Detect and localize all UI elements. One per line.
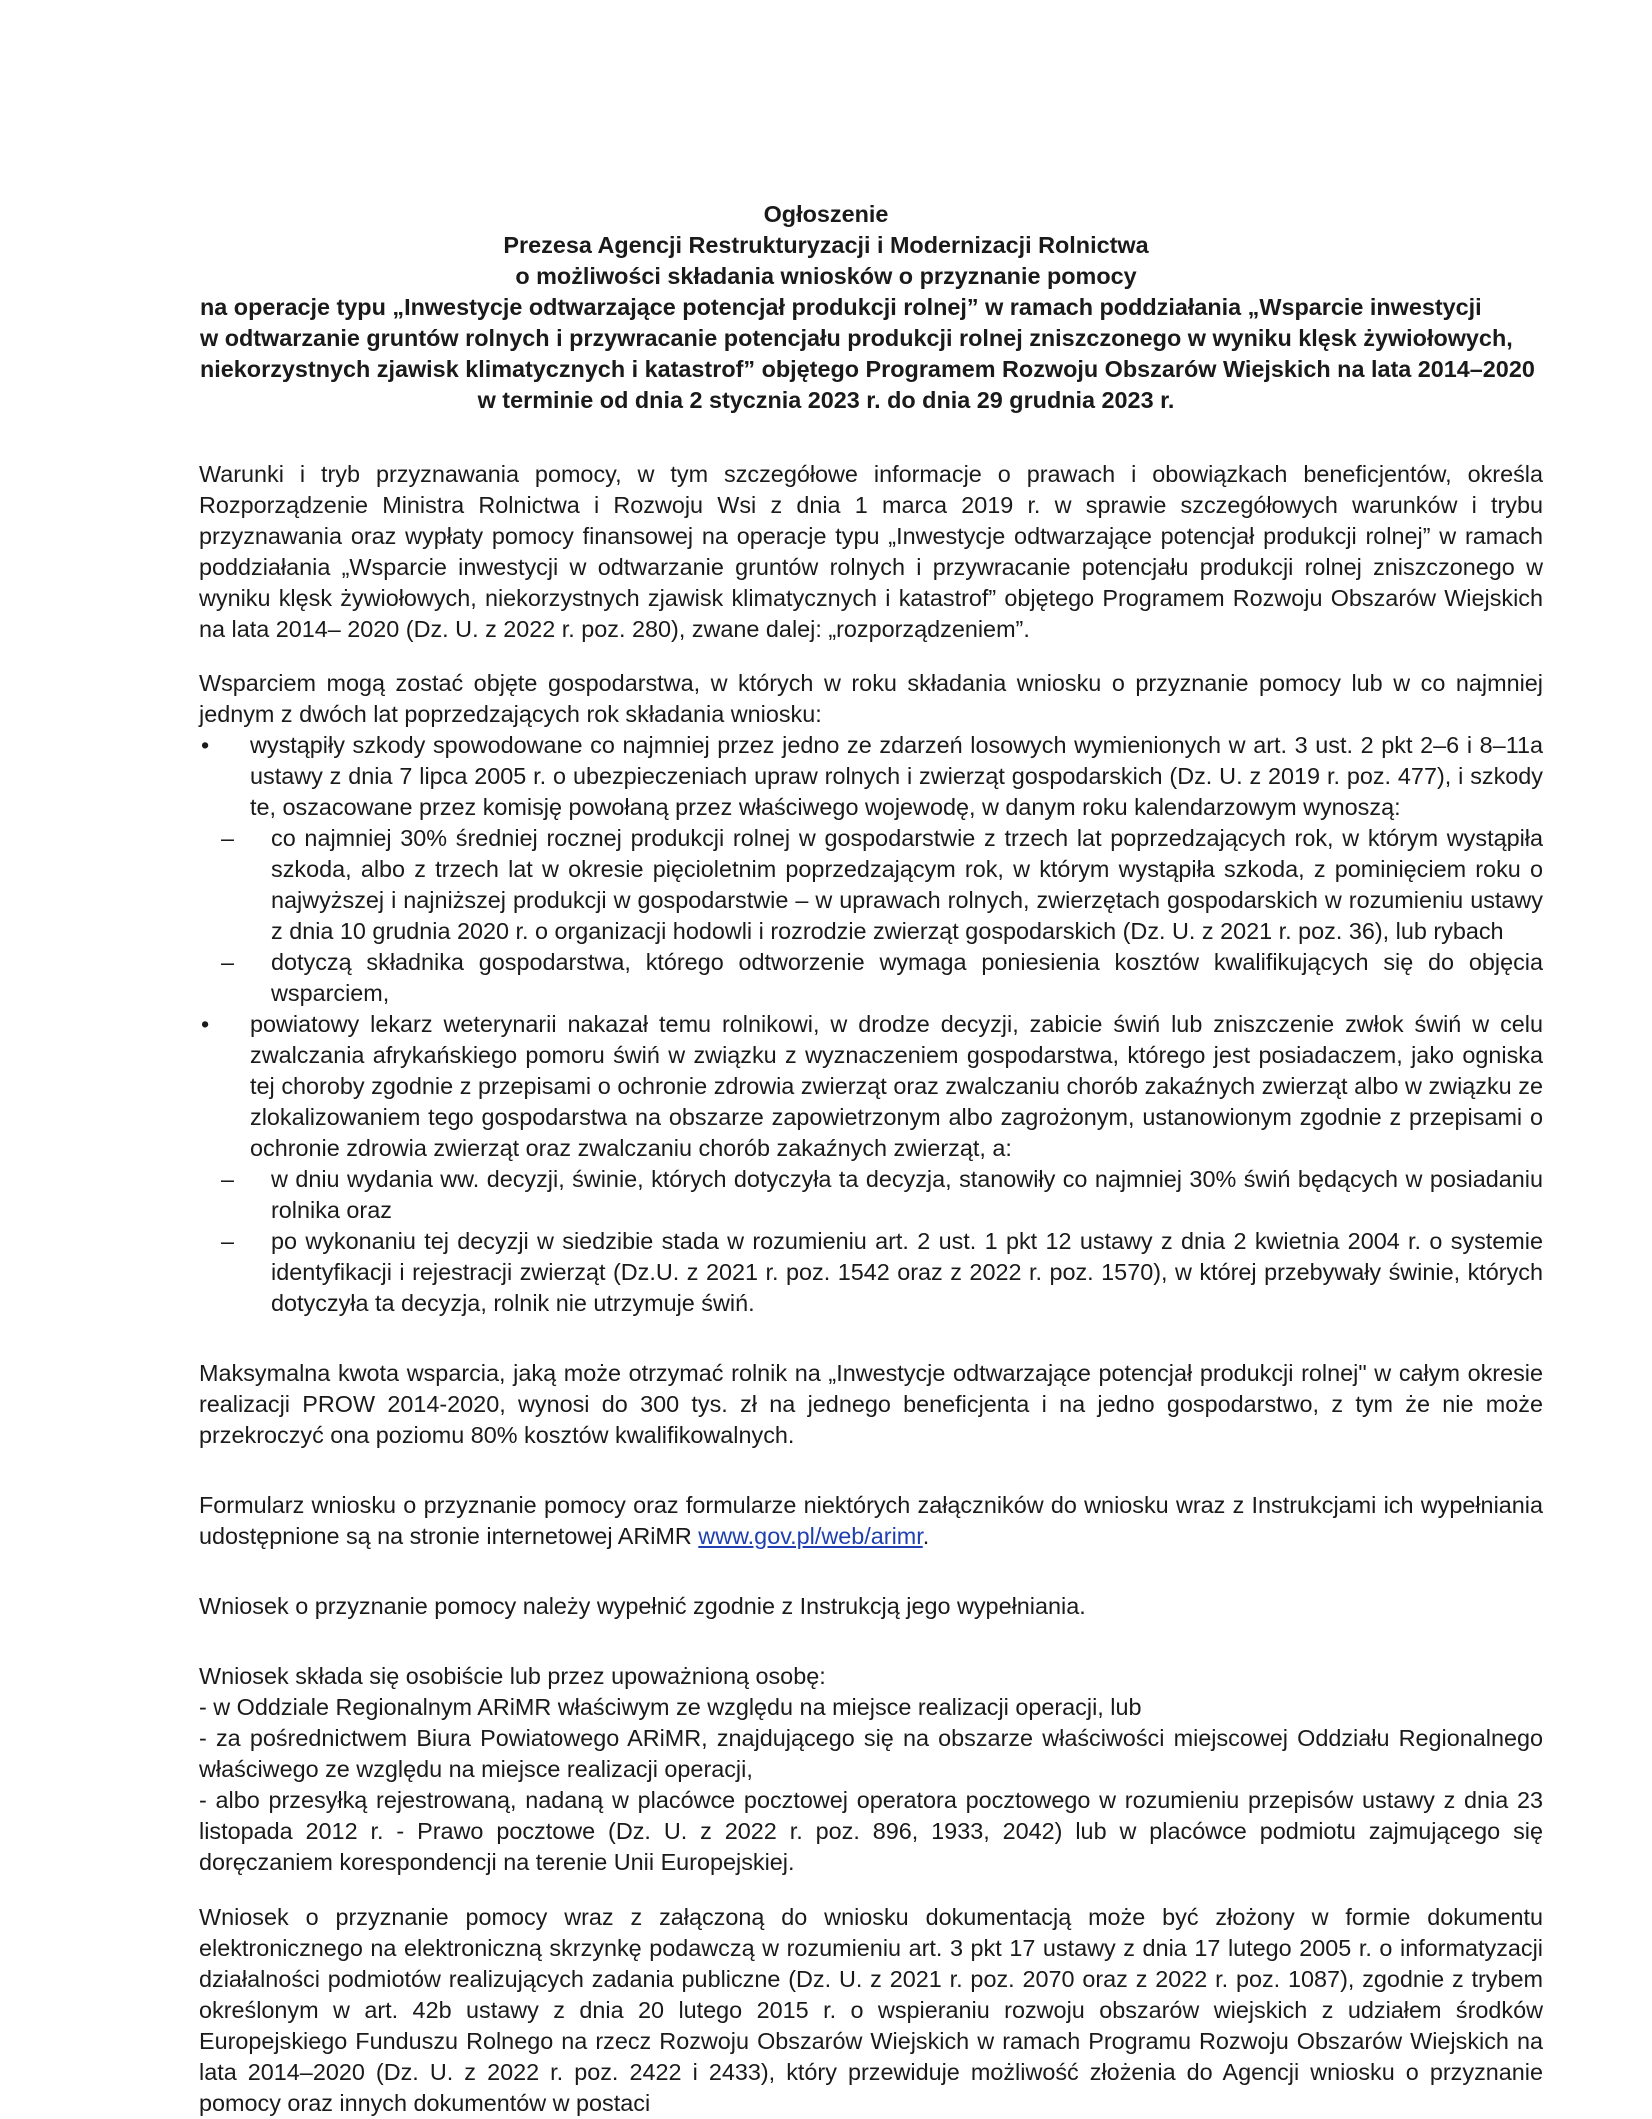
bullet-marker: • <box>201 1011 210 1037</box>
submission-item: - za pośrednictwem Biura Powiatowego ARiMR, znajdującego się na obszarze właściwości miejscowej Oddziału Regionalnego właściwego ze względu na miejsce realizacji operacji, <box>199 1725 1543 1782</box>
dash-item <box>199 1164 1543 1226</box>
header-line: niekorzystnych zjawisk klimatycznych i katastrof” objętego Programem Rozwoju Obszarów Wiejskich na lata 2014–2020 <box>200 356 1535 382</box>
dash-text: w dniu wydania ww. decyzji, świnie, których dotyczyła ta decyzja, stanowiły co najmniej 30% świń będących w posiadaniu rolnika oraz <box>271 1166 1543 1223</box>
max-amount-paragraph: Maksymalna kwota wsparcia, jaką może otrzymać rolnik na „Inwestycje odtwarzające potencjał produkcji rolnej" w całym okresie realizacji PROW 2014-2020, wynosi do 300 tys. zł na jednego beneficjenta i na jedno gospodarstwo, z tym że nie może przekroczyć ona poziomu 80% kosztów kwalifikowalnych. <box>199 1360 1543 1448</box>
submission-item: - w Oddziale Regionalnym ARiMR właściwym ze względu na miejsce realizacji operacji, lub <box>199 1694 1142 1720</box>
dash-marker: – <box>221 1166 235 1192</box>
dash-text: co najmniej 30% średniej rocznej produkcji rolnej w gospodarstwie z trzech lat poprzedzających rok, w którym wystąpiła szkoda, albo z trzech lat w okresie pięcioletnim poprzedzającym rok, w którym wystąpiła szkoda, z pominięciem roku o najwyższej i najniższej produkcji w gospodarstwie – w uprawach rolnych, zwierzętach gospodarskich w rozumieniu ustawy z dnia 10 grudnia 2020 r. o organizacji hodowli i rozrodzie zwierząt gospodarskich (Dz. U. z 2021 r. poz. 36), lub rybach <box>271 825 1543 944</box>
support-lead: Wsparciem mogą zostać objęte gospodarstwa, w których w roku składania wniosku o przyznanie pomocy lub w co najmniej jednym z dwóch lat poprzedzających rok składania wniosku: <box>199 670 1543 727</box>
bullet-item <box>199 1009 1543 1164</box>
bullet-marker: • <box>201 732 210 758</box>
bullet-item <box>199 730 1543 823</box>
header-line: Prezesa Agencji Restrukturyzacji i Modernizacji Rolnictwa <box>503 232 1149 258</box>
submission-lead: Wniosek składa się osobiście lub przez upoważnioną osobę: <box>199 1663 826 1689</box>
dash-marker: – <box>221 949 235 975</box>
dash-marker: – <box>221 825 235 851</box>
dash-marker: – <box>221 1228 235 1254</box>
submission-item: - albo przesyłką rejestrowaną, nadaną w placówce pocztowej operatora pocztowego w rozumieniu przepisów ustawy z dnia 23 listopada 2012 r. - Prawo pocztowe (Dz. U. z 2022 r. poz. 896, 1933, 2042) lub w placówce podmiotu zajmującego się doręczaniem korespondencji na terenie Unii Europejskiej. <box>199 1787 1543 1875</box>
forms-paragraph <box>199 1490 1543 1552</box>
intro-paragraph: Warunki i tryb przyznawania pomocy, w tym szczegółowe informacje o prawach i obowiązkach beneficjentów, określa Rozporządzenie Ministra Rolnictwa i Rozwoju Wsi z dnia 1 marca 2019 r. w sprawie szczegółowych warunków i trybu przyznawania oraz wypłaty pomocy finansowej na operacje typu „Inwestycje odtwarzające potencjał produkcji rolnej” w ramach poddziałania „Wsparcie inwestycji w odtwarzanie gruntów rolnych i przywracanie potencjału produkcji rolnej zniszczonego w wyniku klęsk żywiołowych, niekorzystnych zjawisk klimatycznych i katastrof” objętego Programem Rozwoju Obszarów Wiejskich na lata 2014– 2020 (Dz. U. z 2022 r. poz. 280), zwane dalej: „rozporządzeniem”. <box>199 461 1543 642</box>
fill-instruction-paragraph: Wniosek o przyznanie pomocy należy wypełnić zgodnie z Instrukcją jego wypełniania. <box>199 1593 1086 1619</box>
dash-item <box>199 823 1543 947</box>
dash-text: po wykonaniu tej decyzji w siedzibie stada w rozumieniu art. 2 ust. 1 pkt 12 ustawy z dnia 2 kwietnia 2004 r. o systemie identyfikacji i rejestracji zwierząt (Dz.U. z 2021 r. poz. 1542 oraz z 2022 r. poz. 1570), w której przebywały świnie, których dotyczyła ta decyzja, rolnik nie utrzymuje świń. <box>271 1228 1543 1316</box>
header-line: w odtwarzanie gruntów rolnych i przywracanie potencjału produkcji rolnej zniszczonego w wyniku klęsk żywiołowych, <box>200 325 1513 351</box>
document-body <box>199 459 1543 2119</box>
forms-end: . <box>922 1523 930 1549</box>
header-title: Ogłoszenie <box>763 201 889 227</box>
dash-item <box>199 947 1543 1009</box>
dash-item <box>199 1226 1543 1319</box>
header-line: o możliwości składania wniosków o przyznanie pomocy <box>515 263 1137 289</box>
bullet-text: wystąpiły szkody spowodowane co najmniej przez jedno ze zdarzeń losowych wymienionych w art. 3 ust. 2 pkt 2–6 i 8–11a ustawy z dnia 7 lipca 2005 r. o ubezpieczeniach upraw rolnych i zwierząt gospodarskich (Dz. U. z 2019 r. poz. 477), i szkody te, oszacowane przez komisję powołaną przez właściwego wojewodę, w danym roku kalendarzowym wynoszą: <box>250 732 1543 820</box>
header-date-range: w terminie od dnia 2 stycznia 2023 r. do dnia 29 grudnia 2023 r. <box>477 387 1175 413</box>
dash-text: dotyczą składnika gospodarstwa, którego odtworzenie wymaga poniesienia kosztów kwalifikujących się do objęcia wsparciem, <box>271 949 1543 1006</box>
bullet-text: powiatowy lekarz weterynarii nakazał temu rolnikowi, w drodze decyzji, zabicie świń lub zniszczenie zwłok świń w celu zwalczania afrykańskiego pomoru świń w związku z wyznaczeniem gospodarstwa, którego jest posiadaczem, jako ogniska tej choroby zgodnie z przepisami o ochronie zdrowia zwierząt oraz zwalczaniu chorób zakaźnych zwierząt albo w związku ze zlokalizowaniem tego gospodarstwa na obszarze zapowietrzonym albo zagrożonym, ustanowionym zgodnie z przepisami o ochronie zdrowia zwierząt oraz zwalczaniu chorób zakaźnych zwierząt, a: <box>250 1011 1543 1161</box>
header-line: na operacje typu „Inwestycje odtwarzające potencjał produkcji rolnej” w ramach poddziałania „Wsparcie inwestycji <box>200 294 1482 320</box>
support-section <box>199 668 1543 1319</box>
arimr-website-link[interactable]: www.gov.pl/web/arimr <box>698 1523 923 1549</box>
submission-section <box>199 1661 1543 1878</box>
forms-text: Formularz wniosku o przyznanie pomocy oraz formularze niektórych załączników do wniosku wraz z Instrukcjami ich wypełniania udostępnione są na stronie internetowej ARiMR <box>199 1492 1543 1549</box>
announcement-header <box>200 199 1535 416</box>
electronic-submission-paragraph: Wniosek o przyznanie pomocy wraz z załączoną do wniosku dokumentacją może być złożony w formie dokumentu elektronicznego na elektroniczną skrzynkę podawczą w rozumieniu art. 3 pkt 17 ustawy z dnia 17 lutego 2005 r. o informatyzacji działalności podmiotów realizujących zadania publiczne (Dz. U. z 2021 r. poz. 2070 oraz z 2022 r. poz. 1087), zgodnie z trybem określonym w art. 42b ustawy z dnia 20 lutego 2015 r. o wspieraniu rozwoju obszarów wiejskich z udziałem środków Europejskiego Funduszu Rolnego na rzecz Rozwoju Obszarów Wiejskich w ramach Programu Rozwoju Obszarów Wiejskich na lata 2014–2020 (Dz. U. z 2022 r. poz. 2422 i 2433), który przewiduje możliwość złożenia do Agencji wniosku o przyznanie pomocy oraz innych dokumentów w postaci <box>199 1904 1543 2116</box>
